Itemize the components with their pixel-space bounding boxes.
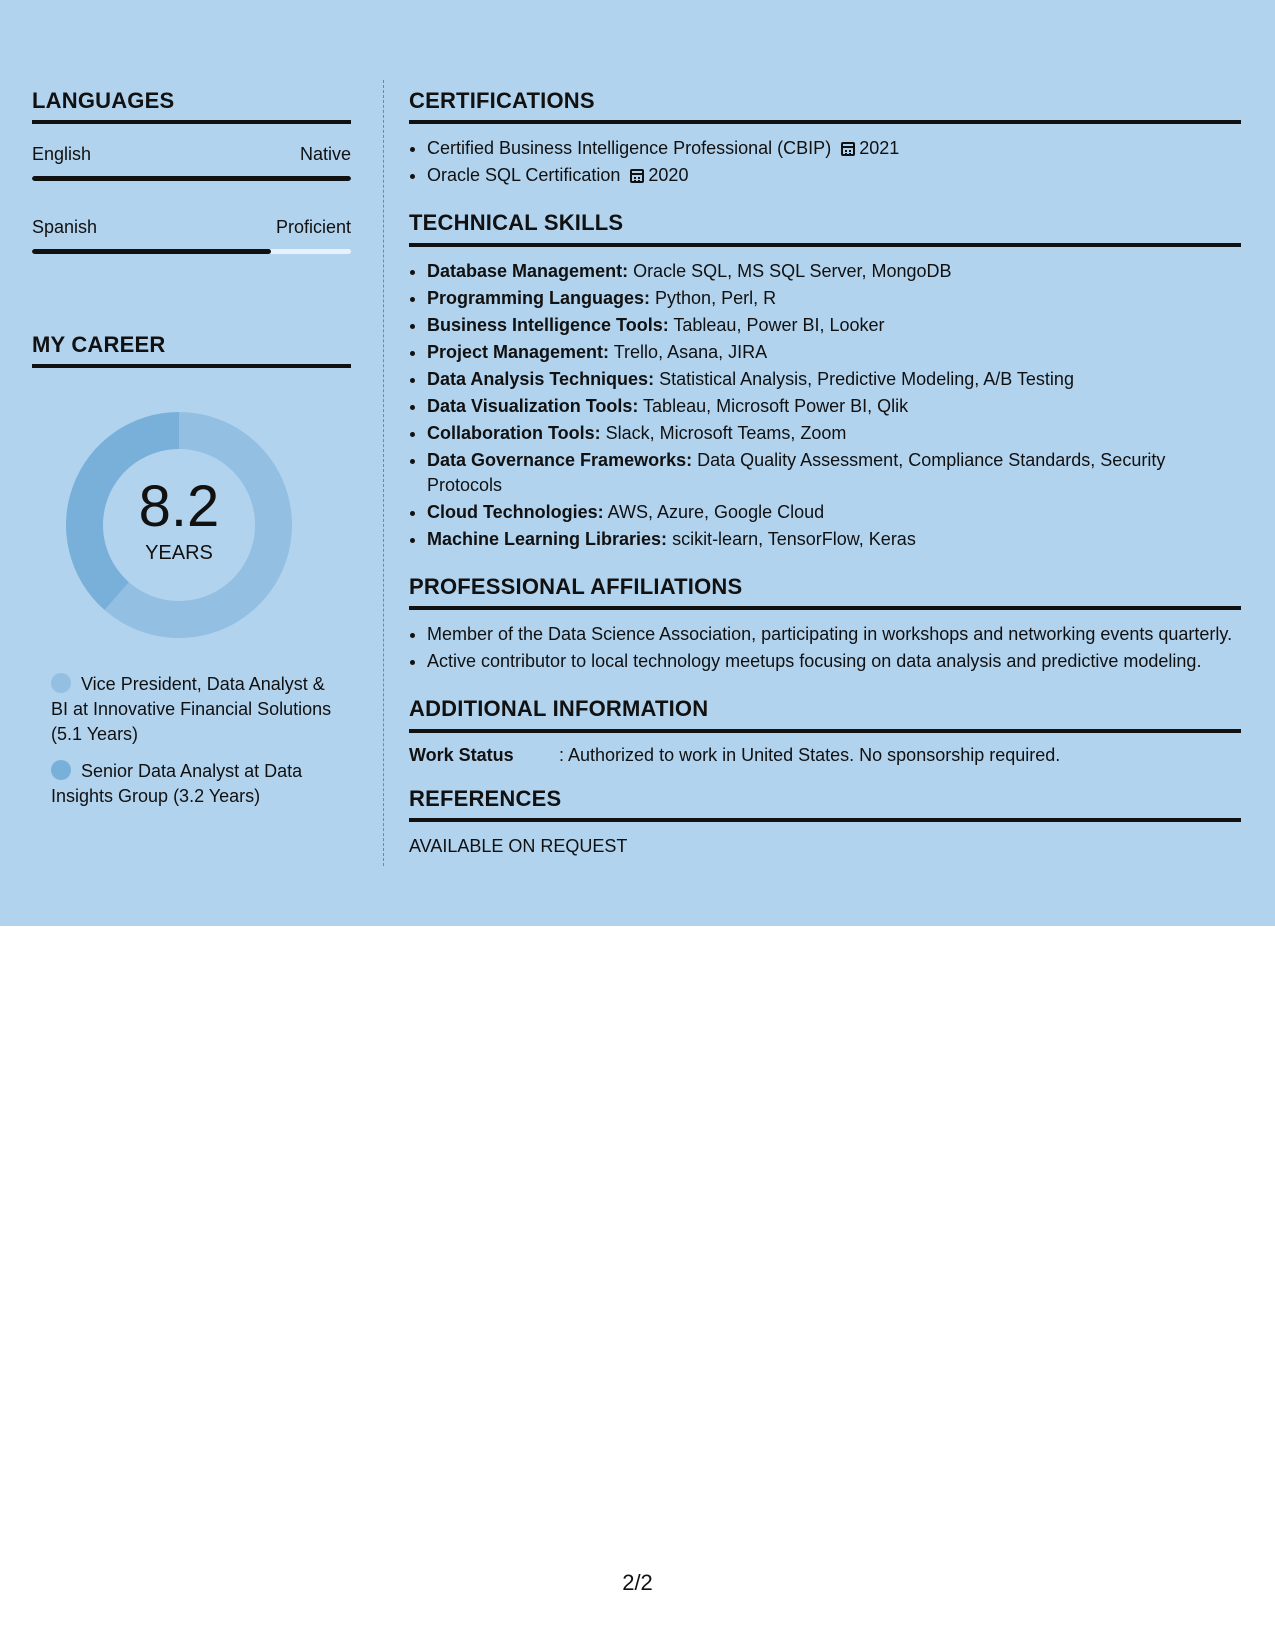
- skill-value: Trello, Asana, JIRA: [609, 341, 768, 362]
- language-proficiency-fill: [32, 249, 271, 254]
- language-item: [32, 144, 351, 181]
- references-title: REFERENCES: [409, 786, 1241, 822]
- certification-item: [427, 136, 1241, 161]
- certification-name: Certified Business Intelligence Professional (CBIP): [427, 138, 832, 159]
- languages-section: [32, 88, 351, 254]
- career-legend-item: [51, 759, 341, 809]
- language-level: Proficient: [275, 216, 351, 237]
- career-role-text: Vice President, Data Analyst & BI at Innovative Financial Solutions (5.1 Years): [51, 673, 332, 744]
- skill-item: [427, 340, 1241, 365]
- legend-dot: [51, 760, 71, 780]
- skill-item: [427, 421, 1241, 446]
- skill-value: Python, Perl, R: [650, 287, 777, 308]
- skill-item: [427, 286, 1241, 311]
- skill-label: Business Intelligence Tools:: [427, 314, 669, 335]
- career-legend: [51, 672, 341, 809]
- certification-name: Oracle SQL Certification: [427, 165, 621, 186]
- skill-label: Collaboration Tools:: [427, 422, 601, 443]
- work-status-label: Work Status: [409, 744, 514, 765]
- work-status-value: : Authorized to work in United States. No sponsorship required.: [559, 744, 1061, 765]
- left-column: [32, 88, 351, 821]
- language-level: Native: [299, 144, 351, 165]
- career-title: MY CAREER: [32, 332, 351, 368]
- affiliation-item: • Active contributor to local technology meetups focusing on data analysis and predictive modeling.: [427, 649, 1241, 674]
- skill-label: Cloud Technologies:: [427, 501, 604, 522]
- skill-label: Programming Languages:: [427, 287, 651, 308]
- legend-dot: [51, 673, 71, 693]
- calendar-icon: [630, 169, 644, 183]
- certification-year: 2020: [648, 165, 689, 186]
- skill-label: Project Management:: [427, 341, 610, 362]
- career-legend-item: [51, 672, 341, 747]
- skill-value: Data Quality Assessment, Compliance Standards, Security Protocols: [427, 449, 1166, 495]
- skill-label: Data Governance Frameworks:: [427, 449, 693, 470]
- language-name: Spanish: [32, 216, 98, 237]
- affiliations-section: [409, 574, 1241, 674]
- skill-item: [427, 527, 1241, 552]
- skill-label: Database Management:: [427, 260, 629, 281]
- career-total-years: 8.2: [138, 474, 220, 540]
- skill-value: AWS, Azure, Google Cloud: [603, 501, 825, 522]
- skill-label: Data Visualization Tools:: [427, 395, 639, 416]
- references-section: [409, 786, 1241, 857]
- career-donut-chart: [66, 412, 292, 638]
- calendar-icon: [841, 142, 855, 156]
- skill-value: Tableau, Power BI, Looker: [668, 314, 885, 335]
- certification-year: 2021: [859, 138, 900, 159]
- skill-item: [427, 367, 1241, 392]
- references-text: AVAILABLE ON REQUEST: [409, 835, 628, 856]
- page-number: 2/2: [622, 1570, 653, 1595]
- skill-label: Machine Learning Libraries:: [427, 528, 668, 549]
- technical-skills-title: TECHNICAL SKILLS: [409, 210, 1241, 246]
- language-proficiency-bar: [32, 176, 351, 181]
- skill-value: Slack, Microsoft Teams, Zoom: [600, 422, 847, 443]
- certification-item: [427, 163, 1241, 188]
- skill-item: [427, 394, 1241, 419]
- column-divider: [383, 80, 384, 866]
- language-proficiency-bar: [32, 249, 351, 254]
- technical-skills-section: [409, 210, 1241, 551]
- skill-item: [427, 500, 1241, 525]
- skill-item: [427, 448, 1241, 498]
- skill-value: scikit-learn, TensorFlow, Keras: [667, 528, 916, 549]
- certifications-title: CERTIFICATIONS: [409, 88, 1241, 124]
- skill-value: Oracle SQL, MS SQL Server, MongoDB: [628, 260, 952, 281]
- skill-item: [427, 259, 1241, 284]
- languages-title: LANGUAGES: [32, 88, 351, 124]
- language-proficiency-fill: [32, 176, 351, 181]
- right-column: [409, 88, 1241, 857]
- career-total-unit: YEARS: [145, 542, 213, 565]
- language-name: English: [32, 144, 92, 165]
- skill-value: Tableau, Microsoft Power BI, Qlik: [638, 395, 909, 416]
- language-item: [32, 217, 351, 254]
- affiliations-title: PROFESSIONAL AFFILIATIONS: [409, 574, 1241, 610]
- skill-label: Data Analysis Techniques:: [427, 368, 655, 389]
- additional-info-title: ADDITIONAL INFORMATION: [409, 696, 1241, 732]
- career-section: [32, 332, 351, 809]
- career-role-text: Senior Data Analyst at Data Insights Group (3.2 Years): [51, 760, 303, 806]
- affiliation-item: • Member of the Data Science Association, participating in workshops and networking events quarterly.: [427, 622, 1241, 647]
- additional-info-section: [409, 696, 1241, 765]
- skill-item: [427, 313, 1241, 338]
- skill-value: Statistical Analysis, Predictive Modeling, A/B Testing: [654, 368, 1074, 389]
- certifications-section: [409, 88, 1241, 188]
